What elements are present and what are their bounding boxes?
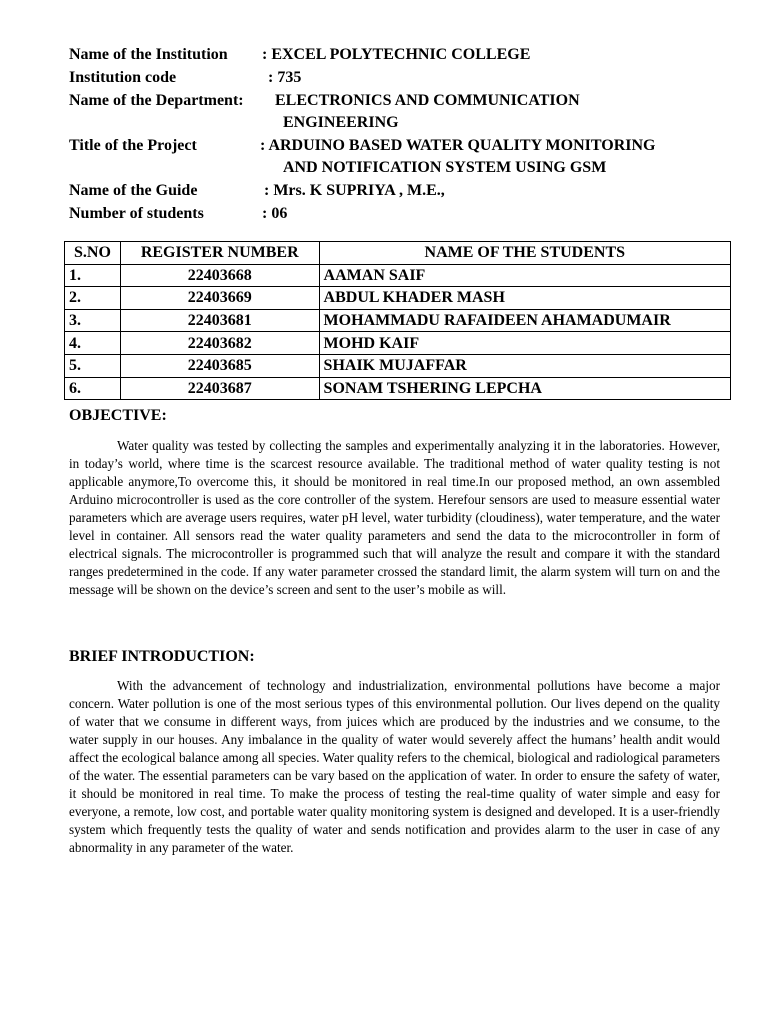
institution-label: Name of the Institution xyxy=(69,46,228,63)
institution-code-label: Institution code xyxy=(69,69,177,86)
table-row xyxy=(65,354,731,377)
project-title-line1: : ARDUINO BASED WATER QUALITY MONITORING xyxy=(260,137,656,154)
guide-value: : Mrs. K SUPRIYA , M.E., xyxy=(264,182,445,199)
sno-cell: 1. xyxy=(65,264,121,287)
department-value-line1: ELECTRONICS AND COMMUNICATION xyxy=(275,92,580,109)
student-count-label: Number of students xyxy=(69,205,204,222)
register-number-cell: 22403682 xyxy=(120,332,319,355)
student-name-cell: ABDUL KHADER MASH xyxy=(319,287,730,310)
table-header-row xyxy=(65,242,731,265)
project-title-line2: AND NOTIFICATION SYSTEM USING GSM xyxy=(283,159,607,176)
table-row xyxy=(65,264,731,287)
sno-cell: 6. xyxy=(65,377,121,400)
students-table xyxy=(64,241,731,400)
column-header-sno: S.NO xyxy=(65,242,121,265)
student-name-cell: MOHAMMADU RAFAIDEEN AHAMADUMAIR xyxy=(319,309,730,332)
guide-label: Name of the Guide xyxy=(69,182,198,199)
project-title-label: Title of the Project xyxy=(69,137,197,154)
department-value-line2: ENGINEERING xyxy=(283,114,399,131)
introduction-heading: BRIEF INTRODUCTION: xyxy=(69,648,255,665)
student-name-cell: AAMAN SAIF xyxy=(319,264,730,287)
sno-cell: 3. xyxy=(65,309,121,332)
sno-cell: 4. xyxy=(65,332,121,355)
sno-cell: 5. xyxy=(65,354,121,377)
register-number-cell: 22403687 xyxy=(120,377,319,400)
institution-value: : EXCEL POLYTECHNIC COLLEGE xyxy=(262,46,531,63)
table-row xyxy=(65,287,731,310)
student-name-cell: MOHD KAIF xyxy=(319,332,730,355)
introduction-paragraph: With the advancement of technology and industrialization, environmental pollutions have become a major concern. Water pollution is one of the most serious types of this environmental pollution. Our lives depend on the quality of water that we consume in different ways, from juices which are produced by the industries and we consume, to the water supply in our houses. Any imbalance in the quality of water would severely affect the humans’ health andit would affect the ecological balance among all species. Water quality refers to the chemical, biological and radiological parameters of the water. The essential parameters can be vary based on the application of water. In order to ensure the safety of water, it should be monitored in real time. To make the process of testing the real-time quality of water simple and easy for everyone, a remote, low cost, and portable water quality monitoring system is designed and developed. It is a user-friendly system which frequently tests the quality of water and sends notification and provides alarm to the user in case of any abnormality in any parameter of the water. xyxy=(69,678,720,855)
column-header-student-name: NAME OF THE STUDENTS xyxy=(319,242,730,265)
table-row xyxy=(65,309,731,332)
register-number-cell: 22403685 xyxy=(120,354,319,377)
column-header-register-number: REGISTER NUMBER xyxy=(120,242,319,265)
register-number-cell: 22403681 xyxy=(120,309,319,332)
student-count-value: : 06 xyxy=(262,205,288,222)
department-label: Name of the Department: xyxy=(69,92,244,109)
objective-paragraph: Water quality was tested by collecting the samples and experimentally analyzing it in the laboratories. However, in today’s world, where time is the scarcest resource available. The traditional method of water quality testing is not applicable anymore,To overcome this, it should be monitored in real time.In our proposed method, an own assembled Arduino microcontroller is used as the core controller of the system. Herefour sensors are used to measure essential water parameters which are average users requires, water pH level, water turbidity (cloudiness), water temperature, and the water level in container. All sensors read the water quality parameters and send the data to the microcontroller in form of electrical signals. The microcontroller is programmed such that will analyze the result and compare it with the standard ranges predetermined in the code. If any water parameter crossed the standard limit, the alarm system will turn on and the message will be shown on the device’s screen and sent to the user’s mobile as will. xyxy=(69,438,720,597)
table-row xyxy=(65,377,731,400)
student-name-cell: SONAM TSHERING LEPCHA xyxy=(319,377,730,400)
register-number-cell: 22403669 xyxy=(120,287,319,310)
register-number-cell: 22403668 xyxy=(120,264,319,287)
institution-code-value: : 735 xyxy=(268,69,302,86)
table-row xyxy=(65,332,731,355)
objective-heading: OBJECTIVE: xyxy=(69,407,167,424)
sno-cell: 2. xyxy=(65,287,121,310)
student-name-cell: SHAIK MUJAFFAR xyxy=(319,354,730,377)
